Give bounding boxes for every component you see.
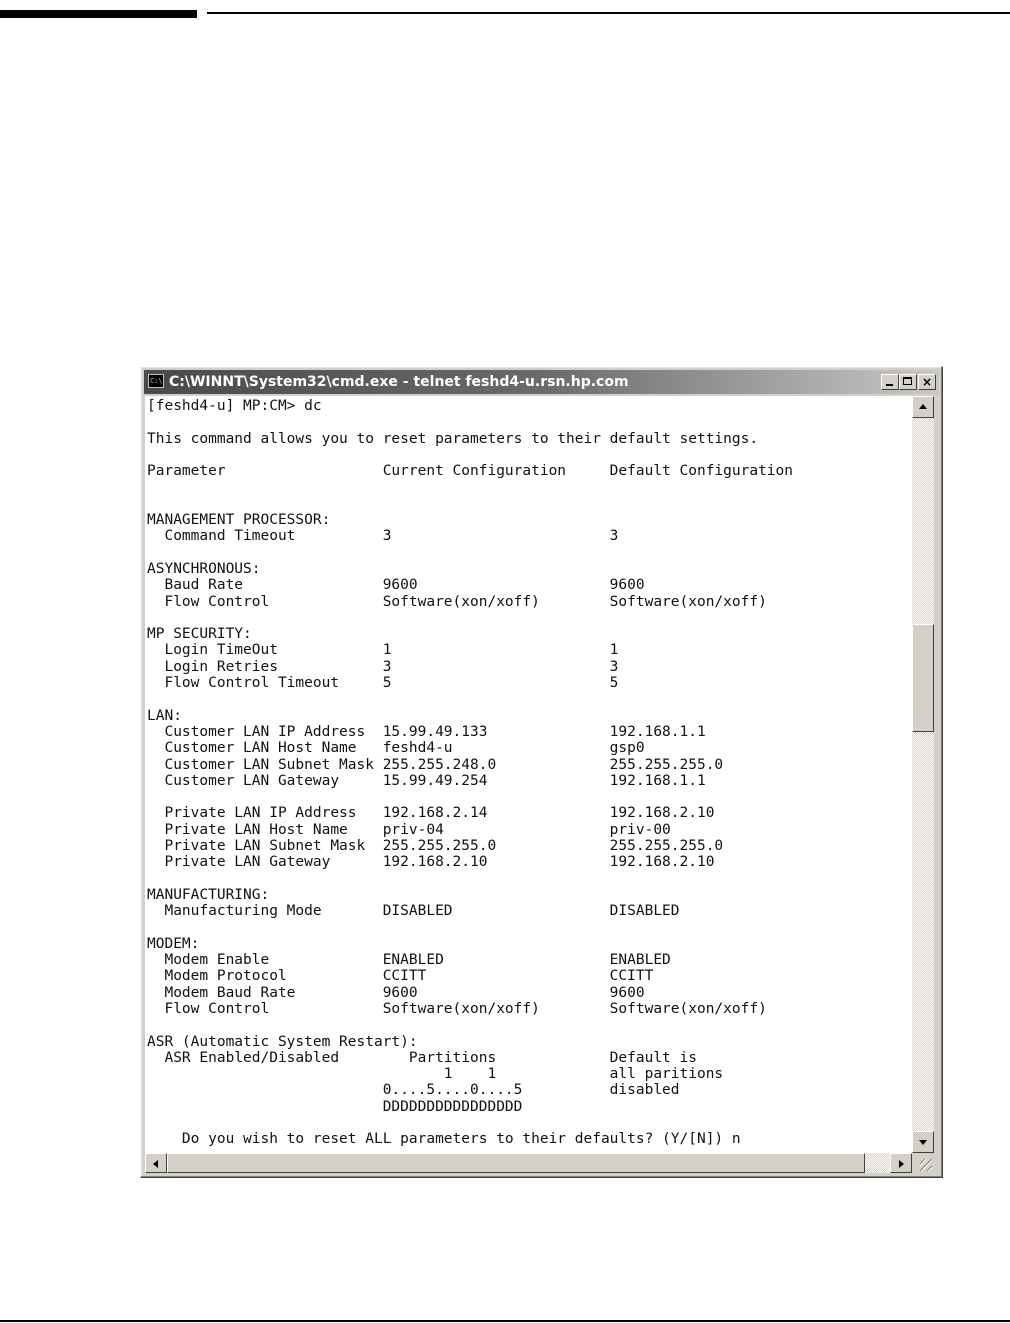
resize-grip[interactable] [912, 1153, 934, 1173]
vertical-scroll-thumb[interactable] [912, 624, 934, 732]
scroll-down-button[interactable] [912, 1131, 934, 1153]
scroll-up-button[interactable] [912, 396, 934, 418]
header-rule [207, 12, 1010, 14]
minimize-icon [886, 384, 893, 386]
window-title: C:\WINNT\System32\cmd.exe - telnet feshd4-u.rsn.hp.com [169, 374, 629, 390]
close-icon: × [921, 375, 933, 389]
console-output[interactable] [145, 396, 912, 1153]
footer-rule [0, 1320, 1010, 1322]
horizontal-scroll-thumb[interactable] [167, 1153, 865, 1173]
minimize-button[interactable] [881, 374, 899, 390]
arrow-right-icon [899, 1160, 904, 1168]
maximize-button[interactable] [899, 374, 917, 390]
console-text: [feshd4-u] MP:CM> dc This command allows you to reset parameters to their default settings. Parameter Current Configuration Default Configuration MANAGEMENT PROCESSOR: Command Timeout 3 3 ASYNCHRONOUS: Baud Rate 9600 9600 Flow Control Software(xon/xoff) Software(xon/xoff) MP SECURITY: Login TimeOut 1 1 Login Retries 3 3 Flow Control Timeout 5 5 LAN: Customer LAN IP Address 15.99.49.133 192.168.1.1 Customer LAN Host Name feshd4-u gsp0 Customer LAN Subnet Mask 255.255.248.0 255.255.255.0 Customer LAN Gateway 15.99.49.254 192.168.1.1 Private LAN IP Address 192.168.2.14 192.168.2.10 Private LAN Host Name priv-04 priv-00 Private LAN Subnet Mask 255.255.255.0 255.255.255.0 Private LAN Gateway 192.168.2.10 192.168.2.10 MANUFACTURING: Manufacturing Mode DISABLED DISABLED MODEM: Modem Enable ENABLED ENABLED Modem Protocol CCITT CCITT Modem Baud Rate 9600 9600 Flow Control Software(xon/xoff) Software(xon/xoff) ASR (Automatic System Restart): ASR Enabled/Disabled Partitions Default is 1 1 all paritions 0....5....0....5 disabled DDDDDDDDDDDDDDDD Do you wish to reset ALL parameters to their defaults? (Y/[N]) n [147, 398, 794, 1148]
horizontal-scrollbar[interactable] [145, 1153, 912, 1173]
arrow-down-icon [919, 1140, 927, 1145]
scroll-left-button[interactable] [145, 1153, 167, 1173]
resize-grip-icon [920, 1159, 932, 1171]
scroll-right-button[interactable] [890, 1153, 912, 1173]
header-thick-rule [0, 10, 197, 18]
maximize-icon [903, 377, 912, 385]
title-bar[interactable] [144, 370, 939, 394]
arrow-left-icon [153, 1160, 158, 1168]
console-window [140, 366, 943, 1178]
vertical-scrollbar[interactable] [912, 396, 934, 1153]
console-icon[interactable]: C:\ [148, 374, 164, 388]
close-button[interactable] [918, 374, 936, 390]
arrow-up-icon [919, 404, 927, 409]
